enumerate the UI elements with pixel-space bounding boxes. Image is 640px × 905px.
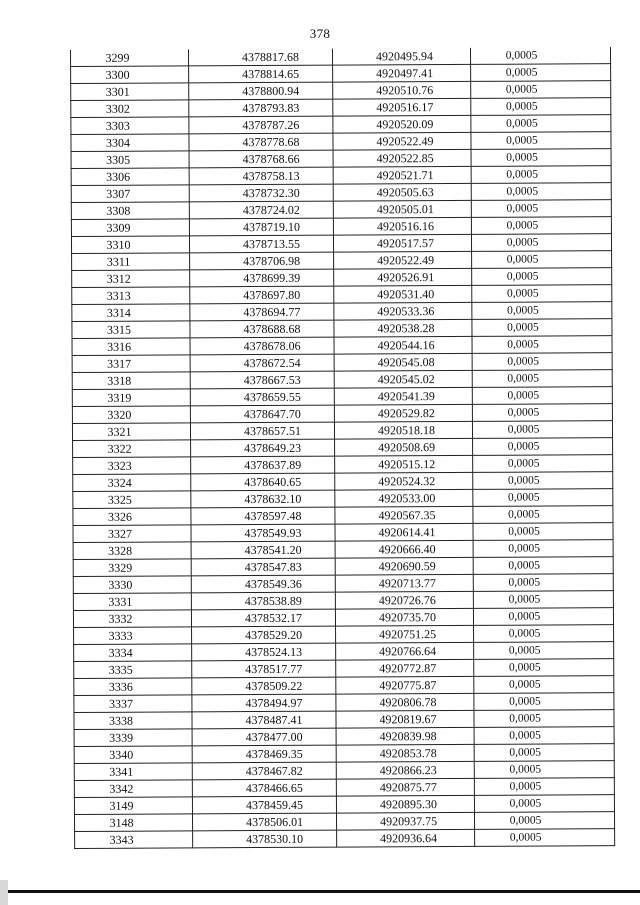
cell-y-coordinate: 4920518.18 xyxy=(334,421,472,439)
table-row xyxy=(72,285,612,305)
cell-x-coordinate: 4378732.30 xyxy=(189,184,333,202)
cell-y-coordinate: 4920545.02 xyxy=(334,370,472,388)
cell-x-coordinate: 4378817.68 xyxy=(188,49,332,66)
cell-y-coordinate: 4920505.63 xyxy=(333,183,471,201)
page-number: 378 xyxy=(309,26,331,41)
cell-point-number: 3334 xyxy=(74,644,192,662)
cell-x-coordinate: 4378640.65 xyxy=(191,473,335,491)
cell-accuracy: 0,0005 xyxy=(474,676,614,694)
cell-accuracy: 0,0005 xyxy=(472,421,612,439)
cell-point-number: 3301 xyxy=(71,83,189,101)
cell-x-coordinate: 4378506.01 xyxy=(193,813,337,831)
table-row xyxy=(74,625,614,645)
cell-accuracy: 0,0005 xyxy=(473,608,613,626)
table-row xyxy=(72,370,612,390)
cell-x-coordinate: 4378487.41 xyxy=(192,711,336,729)
cell-x-coordinate: 4378787.26 xyxy=(189,116,333,134)
scan-edge-shadow xyxy=(0,880,8,905)
table-row xyxy=(72,404,612,424)
cell-x-coordinate: 4378647.70 xyxy=(190,405,334,423)
cell-y-coordinate: 4920544.16 xyxy=(334,336,472,354)
cell-accuracy: 0,0005 xyxy=(473,472,613,490)
table-row xyxy=(74,659,614,679)
cell-x-coordinate: 4378532.17 xyxy=(191,609,335,627)
cell-point-number: 3305 xyxy=(71,151,189,169)
cell-x-coordinate: 4378814.65 xyxy=(189,65,333,83)
cell-x-coordinate: 4378637.89 xyxy=(191,456,335,474)
table-row xyxy=(72,421,612,441)
cell-y-coordinate: 4920866.23 xyxy=(336,761,474,779)
cell-x-coordinate: 4378688.68 xyxy=(190,320,334,338)
table-row xyxy=(72,336,612,356)
cell-y-coordinate: 4920522.49 xyxy=(334,251,472,269)
cell-accuracy: 0,0005 xyxy=(473,438,613,456)
cell-accuracy: 0,0005 xyxy=(472,336,612,354)
cell-x-coordinate: 4378678.06 xyxy=(190,337,334,355)
cell-accuracy: 0,0005 xyxy=(472,302,612,320)
cell-x-coordinate: 4378477.00 xyxy=(192,728,336,746)
cell-y-coordinate: 4920713.77 xyxy=(335,574,473,592)
cell-y-coordinate: 4920839.98 xyxy=(336,727,474,745)
cell-accuracy: 0,0005 xyxy=(473,557,613,575)
table-row xyxy=(74,778,614,798)
cell-y-coordinate: 4920545.08 xyxy=(334,353,472,371)
cell-accuracy: 0,0005 xyxy=(471,200,611,218)
cell-point-number: 3328 xyxy=(73,542,191,560)
coordinates-table xyxy=(70,47,615,849)
cell-x-coordinate: 4378467.82 xyxy=(192,762,336,780)
cell-point-number: 3331 xyxy=(73,593,191,611)
cell-y-coordinate: 4920497.41 xyxy=(333,64,471,82)
cell-x-coordinate: 4378694.77 xyxy=(190,303,334,321)
cell-x-coordinate: 4378667.53 xyxy=(190,371,334,389)
cell-point-number: 3321 xyxy=(72,423,190,441)
table-row xyxy=(71,234,611,254)
cell-x-coordinate: 4378649.23 xyxy=(191,439,335,457)
table-row xyxy=(74,676,614,696)
cell-y-coordinate: 4920690.59 xyxy=(335,557,473,575)
cell-accuracy: 0,0005 xyxy=(471,149,611,167)
cell-accuracy: 0,0005 xyxy=(471,166,611,184)
cell-point-number: 3310 xyxy=(71,236,189,254)
cell-x-coordinate: 4378699.39 xyxy=(190,269,334,287)
cell-accuracy: 0,0005 xyxy=(473,455,613,473)
cell-y-coordinate: 4920819.67 xyxy=(336,710,474,728)
cell-y-coordinate: 4920533.36 xyxy=(334,302,472,320)
cell-point-number: 3314 xyxy=(72,304,190,322)
cell-x-coordinate: 4378459.45 xyxy=(192,796,336,814)
cell-accuracy: 0,0005 xyxy=(474,642,614,660)
cell-accuracy: 0,0005 xyxy=(471,217,611,235)
cell-accuracy: 0,0005 xyxy=(471,132,611,150)
cell-y-coordinate: 4920751.25 xyxy=(336,625,474,643)
cell-y-coordinate: 4920666.40 xyxy=(335,540,473,558)
cell-accuracy: 0,0005 xyxy=(474,727,614,745)
cell-y-coordinate: 4920806.78 xyxy=(336,693,474,711)
cell-x-coordinate: 4378632.10 xyxy=(191,490,335,508)
table-row xyxy=(71,132,611,152)
table-row xyxy=(74,795,614,815)
cell-y-coordinate: 4920735.70 xyxy=(335,608,473,626)
cell-y-coordinate: 4920772.87 xyxy=(336,659,474,677)
table-row xyxy=(73,506,613,526)
table-row xyxy=(72,353,612,373)
table-row xyxy=(74,761,614,781)
cell-accuracy: 0,0005 xyxy=(474,659,614,677)
cell-x-coordinate: 4378530.10 xyxy=(193,830,337,848)
table-row xyxy=(71,183,611,203)
cell-x-coordinate: 4378466.65 xyxy=(192,779,336,797)
cell-y-coordinate: 4920533.00 xyxy=(335,489,473,507)
cell-accuracy: 0,0005 xyxy=(474,778,614,796)
cell-y-coordinate: 4920567.35 xyxy=(335,506,473,524)
cell-x-coordinate: 4378768.66 xyxy=(189,150,333,168)
table-row xyxy=(72,387,612,407)
cell-y-coordinate: 4920937.75 xyxy=(336,812,474,830)
table-row xyxy=(73,540,613,560)
cell-point-number: 3318 xyxy=(72,372,190,390)
cell-y-coordinate: 4920516.17 xyxy=(333,98,471,116)
cell-point-number: 3333 xyxy=(74,627,192,645)
cell-accuracy: 0,0005 xyxy=(474,710,614,728)
cell-x-coordinate: 4378549.36 xyxy=(191,575,335,593)
cell-accuracy: 0,0005 xyxy=(473,591,613,609)
cell-accuracy: 0,0005 xyxy=(474,744,614,762)
cell-point-number: 3317 xyxy=(72,355,190,373)
cell-y-coordinate: 4920515.12 xyxy=(335,455,473,473)
cell-accuracy: 0,0005 xyxy=(472,285,612,303)
table-row xyxy=(73,523,613,543)
table-row xyxy=(74,727,614,747)
cell-x-coordinate: 4378597.48 xyxy=(191,507,335,525)
cell-point-number: 3320 xyxy=(72,406,190,424)
cell-point-number: 3341 xyxy=(74,763,192,781)
coordinates-table-container xyxy=(70,47,614,849)
table-row xyxy=(72,319,612,339)
table-row xyxy=(71,217,611,237)
cell-point-number: 3313 xyxy=(72,287,190,305)
cell-point-number: 3303 xyxy=(71,117,189,135)
cell-accuracy: 0,0005 xyxy=(471,64,611,82)
cell-accuracy: 0,0005 xyxy=(474,625,614,643)
cell-y-coordinate: 4920526.91 xyxy=(334,268,472,286)
cell-y-coordinate: 4920510.76 xyxy=(333,81,471,99)
cell-point-number: 3306 xyxy=(71,168,189,186)
cell-accuracy: 0,0005 xyxy=(471,234,611,252)
cell-point-number: 3343 xyxy=(75,831,193,849)
table-row xyxy=(73,438,613,458)
cell-point-number: 3342 xyxy=(74,780,192,798)
cell-y-coordinate: 4920936.64 xyxy=(337,829,475,847)
cell-point-number: 3330 xyxy=(73,576,191,594)
cell-x-coordinate: 4378697.80 xyxy=(190,286,334,304)
cell-point-number: 3322 xyxy=(73,440,191,458)
cell-point-number: 3319 xyxy=(72,389,190,407)
cell-x-coordinate: 4378529.20 xyxy=(192,626,336,644)
table-row xyxy=(73,608,613,628)
cell-y-coordinate: 4920517.57 xyxy=(333,234,471,252)
cell-point-number: 3312 xyxy=(72,270,190,288)
cell-accuracy: 0,0005 xyxy=(473,523,613,541)
cell-y-coordinate: 4920508.69 xyxy=(335,438,473,456)
cell-accuracy: 0,0005 xyxy=(474,812,614,830)
table-row xyxy=(74,744,614,764)
cell-accuracy: 0,0005 xyxy=(473,489,613,507)
table-row xyxy=(73,591,613,611)
cell-accuracy: 0,0005 xyxy=(472,353,612,371)
cell-accuracy: 0,0005 xyxy=(471,115,611,133)
cell-y-coordinate: 4920895.30 xyxy=(336,795,474,813)
cell-x-coordinate: 4378758.13 xyxy=(189,167,333,185)
cell-x-coordinate: 4378793.83 xyxy=(189,99,333,117)
cell-x-coordinate: 4378719.10 xyxy=(189,218,333,236)
cell-y-coordinate: 4920522.49 xyxy=(333,132,471,150)
table-row xyxy=(74,642,614,662)
table-row xyxy=(71,81,611,101)
cell-point-number: 3308 xyxy=(71,202,189,220)
cell-y-coordinate: 4920522.85 xyxy=(333,149,471,167)
cell-y-coordinate: 4920614.41 xyxy=(335,523,473,541)
cell-x-coordinate: 4378538.89 xyxy=(191,592,335,610)
cell-y-coordinate: 4920541.39 xyxy=(334,387,472,405)
cell-y-coordinate: 4920495.94 xyxy=(332,48,470,65)
table-row xyxy=(71,115,611,135)
cell-x-coordinate: 4378524.13 xyxy=(192,643,336,661)
cell-accuracy: 0,0005 xyxy=(472,370,612,388)
table-row xyxy=(73,472,613,492)
table-row xyxy=(73,489,613,509)
cell-point-number: 3338 xyxy=(74,712,192,730)
cell-x-coordinate: 4378549.93 xyxy=(191,524,335,542)
cell-accuracy: 0,0005 xyxy=(474,693,614,711)
cell-y-coordinate: 4920531.40 xyxy=(334,285,472,303)
cell-accuracy: 0,0005 xyxy=(474,761,614,779)
table-row xyxy=(71,64,611,84)
table-row xyxy=(73,455,613,475)
cell-x-coordinate: 4378713.55 xyxy=(189,235,333,253)
table-row xyxy=(73,574,613,594)
cell-x-coordinate: 4378800.94 xyxy=(189,82,333,100)
cell-accuracy: 0,0005 xyxy=(471,98,611,116)
cell-y-coordinate: 4920529.82 xyxy=(334,404,472,422)
cell-point-number: 3299 xyxy=(70,49,188,66)
cell-accuracy: 0,0005 xyxy=(473,540,613,558)
cell-accuracy: 0,0005 xyxy=(472,404,612,422)
cell-y-coordinate: 4920524.32 xyxy=(335,472,473,490)
cell-y-coordinate: 4920766.64 xyxy=(336,642,474,660)
cell-point-number: 3316 xyxy=(72,338,190,356)
cell-point-number: 3325 xyxy=(73,491,191,509)
cell-y-coordinate: 4920853.78 xyxy=(336,744,474,762)
cell-y-coordinate: 4920875.77 xyxy=(336,778,474,796)
cell-point-number: 3302 xyxy=(71,100,189,118)
table-row xyxy=(74,710,614,730)
table-row xyxy=(72,251,612,271)
cell-accuracy: 0,0005 xyxy=(473,506,613,524)
cell-accuracy: 0,0005 xyxy=(472,251,612,269)
cell-y-coordinate: 4920521.71 xyxy=(333,166,471,184)
cell-point-number: 3304 xyxy=(71,134,189,152)
cell-point-number: 3340 xyxy=(74,746,192,764)
cell-y-coordinate: 4920726.76 xyxy=(335,591,473,609)
cell-accuracy: 0,0005 xyxy=(470,47,610,64)
cell-x-coordinate: 4378672.54 xyxy=(190,354,334,372)
table-row xyxy=(74,693,614,713)
cell-y-coordinate: 4920775.87 xyxy=(336,676,474,694)
cell-point-number: 3339 xyxy=(74,729,192,747)
cell-point-number: 3332 xyxy=(73,610,191,628)
table-row xyxy=(71,200,611,220)
cell-x-coordinate: 4378509.22 xyxy=(192,677,336,695)
table-row xyxy=(75,829,615,849)
cell-point-number: 3309 xyxy=(71,219,189,237)
table-row xyxy=(71,149,611,169)
cell-point-number: 3149 xyxy=(74,797,192,815)
cell-point-number: 3324 xyxy=(73,474,191,492)
cell-point-number: 3336 xyxy=(74,678,192,696)
cell-x-coordinate: 4378659.55 xyxy=(190,388,334,406)
cell-point-number: 3329 xyxy=(73,559,191,577)
cell-accuracy: 0,0005 xyxy=(472,319,612,337)
cell-y-coordinate: 4920516.16 xyxy=(333,217,471,235)
cell-x-coordinate: 4378517.77 xyxy=(192,660,336,678)
cell-x-coordinate: 4378469.35 xyxy=(192,745,336,763)
cell-point-number: 3148 xyxy=(75,814,193,832)
cell-accuracy: 0,0005 xyxy=(474,795,614,813)
cell-accuracy: 0,0005 xyxy=(471,183,611,201)
cell-accuracy: 0,0005 xyxy=(473,574,613,592)
cell-point-number: 3307 xyxy=(71,185,189,203)
table-row xyxy=(72,302,612,322)
cell-point-number: 3327 xyxy=(73,525,191,543)
cell-x-coordinate: 4378494.97 xyxy=(192,694,336,712)
table-row xyxy=(71,98,611,118)
table-row xyxy=(71,166,611,186)
table-row xyxy=(72,268,612,288)
cell-point-number: 3326 xyxy=(73,508,191,526)
cell-point-number: 3335 xyxy=(74,661,192,679)
cell-x-coordinate: 4378706.98 xyxy=(190,252,334,270)
cell-accuracy: 0,0005 xyxy=(475,829,615,847)
cell-y-coordinate: 4920538.28 xyxy=(334,319,472,337)
cell-point-number: 3315 xyxy=(72,321,190,339)
cell-point-number: 3337 xyxy=(74,695,192,713)
cell-point-number: 3300 xyxy=(71,66,189,84)
cell-x-coordinate: 4378541.20 xyxy=(191,541,335,559)
cell-accuracy: 0,0005 xyxy=(472,268,612,286)
cell-x-coordinate: 4378778.68 xyxy=(189,133,333,151)
cell-point-number: 3323 xyxy=(73,457,191,475)
cell-accuracy: 0,0005 xyxy=(471,81,611,99)
cell-x-coordinate: 4378657.51 xyxy=(190,422,334,440)
cell-accuracy: 0,0005 xyxy=(472,387,612,405)
cell-point-number: 3311 xyxy=(72,253,190,271)
cell-x-coordinate: 4378547.83 xyxy=(191,558,335,576)
cell-y-coordinate: 4920505.01 xyxy=(333,200,471,218)
table-row xyxy=(73,557,613,577)
table-body xyxy=(70,47,614,848)
page-bottom-border xyxy=(0,890,640,893)
cell-y-coordinate: 4920520.09 xyxy=(333,115,471,133)
cell-x-coordinate: 4378724.02 xyxy=(189,201,333,219)
table-row xyxy=(75,812,615,832)
